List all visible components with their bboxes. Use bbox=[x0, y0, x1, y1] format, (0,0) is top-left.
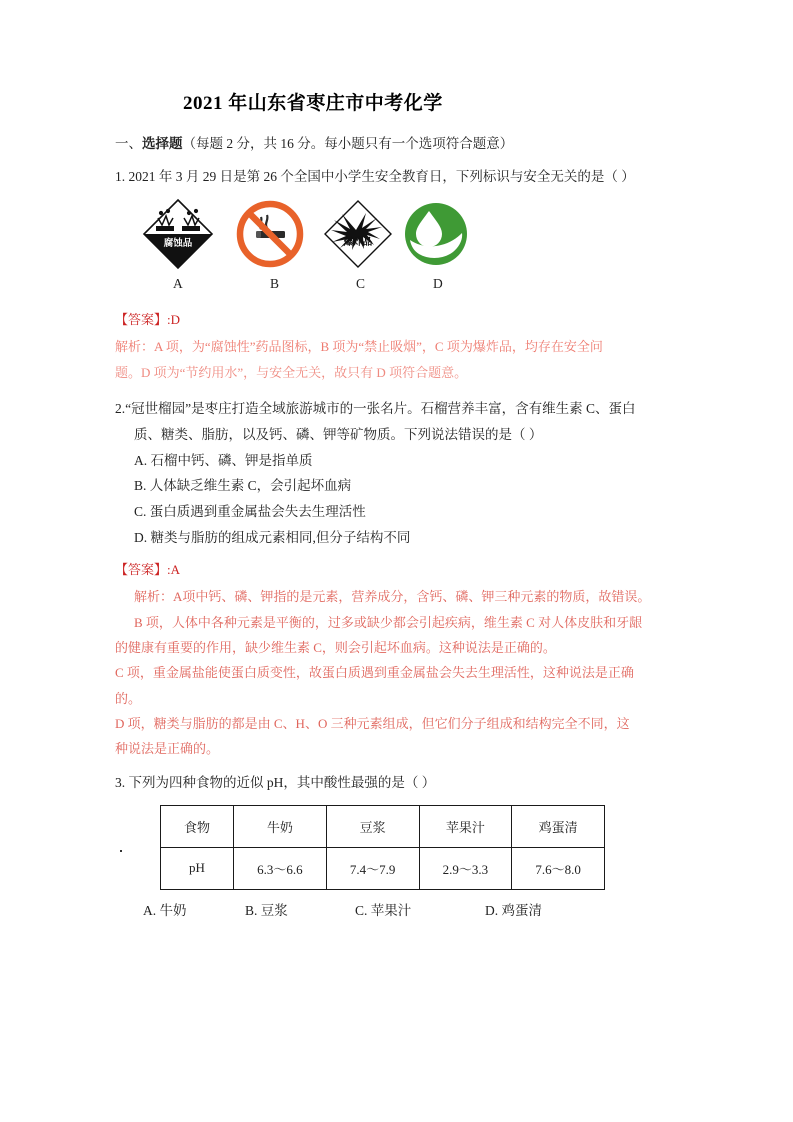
section-name: 选择题 bbox=[142, 136, 183, 151]
analysis-line: 解析：A项中钙、磷、钾指的是元素，营养成分，含钙、磷、钾三种元素的物质，故错误。 bbox=[134, 589, 651, 605]
question-3-option-c[interactable]: C. 苹果汁 bbox=[355, 902, 412, 918]
water-saving-sign-icon bbox=[398, 196, 474, 272]
table-cell: 2.9～3.3 bbox=[419, 847, 512, 889]
table-cell: 豆浆 bbox=[326, 805, 419, 847]
table-row bbox=[161, 847, 605, 889]
section-prefix: 一、 bbox=[115, 136, 142, 151]
question-3-table-wrap bbox=[115, 805, 680, 890]
analysis-line: 种说法是正确的。 bbox=[115, 741, 220, 757]
table-cell: 7.4～7.9 bbox=[326, 847, 419, 889]
question-3 bbox=[115, 772, 680, 794]
table-row bbox=[161, 805, 605, 847]
question-2-option-a[interactable]: A. 石榴中钙、磷、钾是指单质 bbox=[134, 452, 313, 468]
table-cell: 苹果汁 bbox=[419, 805, 512, 847]
table-cell: 食物 bbox=[161, 805, 234, 847]
analysis-line: B 项，人体中各种元素是平衡的，过多或缺少都会引起疾病，维生素 C 对人体皮肤和牙龈 bbox=[134, 614, 643, 630]
icon-label-d: D bbox=[433, 276, 443, 292]
question-1-answer: 【答案】:D bbox=[115, 312, 181, 328]
icon-label-c: C bbox=[356, 276, 366, 292]
explosive-sign-icon bbox=[320, 196, 396, 272]
table-cell: 鸡蛋清 bbox=[512, 805, 605, 847]
section-heading bbox=[115, 134, 680, 154]
section-note: （每题 2 分，共 16 分。每小题只有一个选项符合题意） bbox=[182, 136, 514, 151]
page-title: 2021 年山东省枣庄市中考化学 bbox=[183, 93, 443, 114]
table-cell: 6.3～6.6 bbox=[234, 847, 327, 889]
question-2-option-d[interactable]: D. 糖类与脂肪的组成元素相同,但分子结构不同 bbox=[134, 529, 411, 545]
question-1-icon-labels bbox=[115, 276, 680, 300]
analysis-line: D 项，糖类与脂肪的都是由 C、H、O 三种元素组成，但它们分子组成和结构完全不同，这 bbox=[115, 715, 630, 731]
question-1 bbox=[115, 166, 680, 188]
question-1-stem: 2021 年 3 月 29 日是第 26 个全国中小学生安全教育日，下列标识与安全无关的是（ ） bbox=[128, 169, 635, 185]
question-1-icon-row bbox=[115, 196, 680, 274]
corrosive-sign-icon bbox=[140, 196, 216, 272]
icon-label-b: B bbox=[270, 276, 280, 292]
icon-label-a: A bbox=[173, 276, 183, 292]
analysis-line: 的健康有重要的作用，缺少维生素 C，则会引起坏血病。这种说法是正确的。 bbox=[115, 639, 556, 655]
ph-table bbox=[160, 805, 605, 890]
question-2 bbox=[115, 396, 680, 448]
question-3-option-a[interactable]: A. 牛奶 bbox=[143, 902, 187, 918]
question-3-stem: 下列为四种食物的近似 pH，其中酸性最强的是（ ） bbox=[128, 774, 436, 790]
question-3-options bbox=[115, 899, 680, 925]
question-3-option-b[interactable]: B. 豆浆 bbox=[245, 902, 288, 918]
question-1-number: 1. bbox=[115, 169, 126, 185]
question-3-number: 3. bbox=[115, 774, 126, 790]
analysis-line: C 项，重金属盐能使蛋白质变性，故蛋白质遇到重金属盐会失去生理活性，这种说法是正确 bbox=[115, 665, 634, 681]
no-smoking-sign-icon bbox=[232, 196, 308, 272]
analysis-line: 的。 bbox=[115, 690, 142, 706]
svg-text:腐蚀品: 腐蚀品 bbox=[163, 238, 193, 250]
question-1-analysis bbox=[115, 334, 680, 385]
question-2-answer: 【答案】:A bbox=[115, 562, 181, 578]
question-2-analysis bbox=[115, 584, 680, 761]
svg-text:爆炸品: 爆炸品 bbox=[343, 237, 373, 249]
question-2-option-c[interactable]: C. 蛋白质遇到重金属盐会失去生理活性 bbox=[134, 503, 366, 519]
table-cell: 牛奶 bbox=[234, 805, 327, 847]
table-cell: pH bbox=[161, 847, 234, 889]
table-cell: 7.6～8.0 bbox=[512, 847, 605, 889]
question-3-option-d[interactable]: D. 鸡蛋清 bbox=[485, 902, 542, 918]
page-content bbox=[115, 88, 680, 925]
stray-dot-mark bbox=[120, 850, 122, 852]
analysis-line: 解析：A 项，为“腐蚀性”药品图标，B 项为“禁止吸烟”，C 项为爆炸品，均存在安全问 bbox=[115, 339, 603, 355]
question-2-stem-line-2: 质、糖类、脂肪，以及钙、磷、钾等矿物质。下列说法错误的是（ ） bbox=[134, 426, 543, 442]
question-2-stem-line-1: “冠世榴园”是枣庄打造全域旅游城市的一张名片。石榴营养丰富，含有维生素 C、蛋白 bbox=[125, 400, 636, 416]
analysis-line: 题。D 项为“节约用水”，与安全无关，故只有 D 项符合题意。 bbox=[115, 364, 468, 380]
question-2-number: 2. bbox=[115, 400, 126, 416]
question-2-option-b[interactable]: B. 人体缺乏维生素 C，会引起坏血病 bbox=[134, 478, 352, 494]
